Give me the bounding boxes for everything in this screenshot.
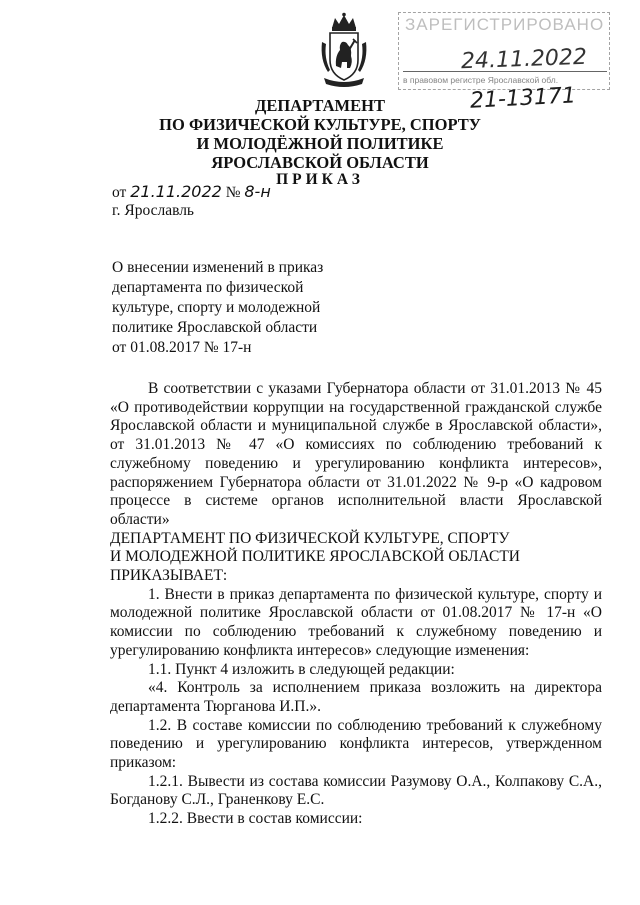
item-1-2-2-paragraph: 1.2.2. Ввести в состав комиссии: xyxy=(148,810,363,828)
stamp-note: в правовом регистре Ярославской обл. xyxy=(403,75,559,85)
order-date: 21.11.2022 xyxy=(130,182,222,201)
heading-line-2: ПО ФИЗИЧЕСКОЙ КУЛЬТУРЕ, СПОРТУ xyxy=(159,115,481,134)
preamble-paragraph: В соответствии с указами Губернатора области от 31.01.2013 № 45 «О противодействии коррупции на государственной гражданской службе Ярославской области и муниципальной службе в Ярославской области», от 31.01.2013 № 47 «О комиссиях по соблюдению требований к служебному поведению и урегулированию конфликта интересов», распоряжением Губернатора области от 31.01.2022 № 9-р «О кадровом процессе в системе органов исполнительной власти Ярославской области» xyxy=(110,380,602,528)
subject-line: политике Ярославской области xyxy=(112,319,318,336)
dept-caps-line-2: И МОЛОДЕЖНОЙ ПОЛИТИКЕ ЯРОСЛАВСКОЙ ОБЛАСТИ xyxy=(110,548,520,566)
subject-line: О внесении изменений в приказ xyxy=(112,259,324,276)
subject-line: департамента по физической xyxy=(112,279,304,296)
department-heading xyxy=(0,96,640,172)
registration-stamp xyxy=(398,12,610,90)
item-1-2-paragraph: 1.2. В составе комиссии по соблюдению требований к служебному поведению и урегулированию конфликта интересов, утвержденном приказом: xyxy=(110,716,602,772)
stamp-title: ЗАРЕГИСТРИРОВАНО xyxy=(405,15,605,34)
number-prefix: № xyxy=(225,184,241,201)
heading-line-3: И МОЛОДЁЖНОЙ ПОЛИТИКЕ xyxy=(196,134,444,153)
city: г. Ярославль xyxy=(112,202,194,219)
coat-of-arms-icon xyxy=(318,12,370,88)
document-type: ПРИКАЗ xyxy=(276,171,364,188)
heading-line-1: ДЕПАРТАМЕНТ xyxy=(255,96,385,115)
order-date-line xyxy=(112,182,271,202)
subject-line: от 01.08.2017 № 17-н xyxy=(112,339,252,356)
order-body xyxy=(110,380,602,829)
from-prefix: от xyxy=(112,184,127,201)
orders-word: ПРИКАЗЫВАЕТ: xyxy=(110,567,228,585)
order-number: 8-н xyxy=(244,182,271,201)
item-1-2-1-paragraph: 1.2.1. Вывести из состава комиссии Разумову О.А., Колпакову С.А., Богданову С.Л., Граненкову Е.С. xyxy=(110,772,602,809)
subject-line: культуре, спорту и молодежной xyxy=(112,299,321,316)
dept-caps-line-1: ДЕПАРТАМЕНТ ПО ФИЗИЧЕСКОЙ КУЛЬТУРЕ, СПОРТУ xyxy=(110,529,510,547)
stamp-divider xyxy=(403,71,607,72)
item-1-1-paragraph: 1.1. Пункт 4 изложить в следующей редакции: xyxy=(148,660,455,678)
order-subject xyxy=(112,258,352,358)
item-1-paragraph: 1. Внести в приказ департамента по физической культуре, спорту и молодежной политике Ярославской области от 01.08.2017 № 17-н «О комиссии по соблюдению требований к служебному поведению и урегулированию конфликта интересов» следующие изменения: xyxy=(110,585,602,659)
item-1-1-text-paragraph: «4. Контроль за исполнением приказа возложить на директора департамента Тюрганова И.П.». xyxy=(110,679,602,715)
stamp-date: 24.11.2022 xyxy=(460,44,588,75)
heading-line-4: ЯРОСЛАВСКОЙ ОБЛАСТИ xyxy=(211,153,429,172)
registration-number: 21-13171 xyxy=(469,83,577,114)
